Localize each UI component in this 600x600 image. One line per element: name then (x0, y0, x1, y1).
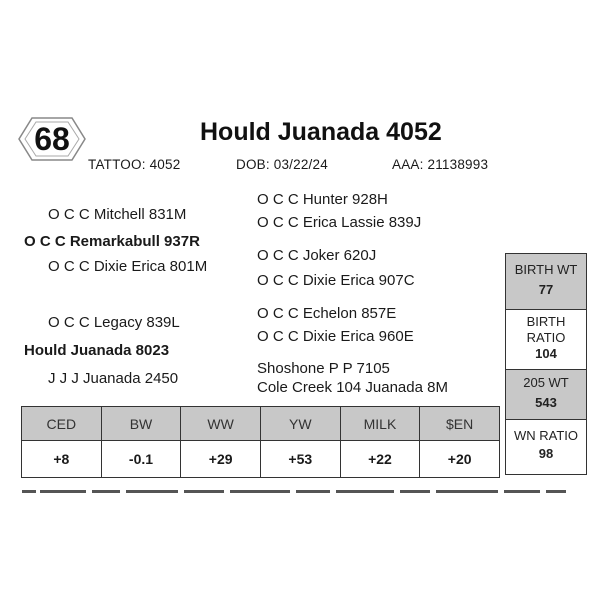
epd-header-en: $EN (420, 407, 500, 441)
weaning-ratio-label: WN RATIO (513, 428, 579, 443)
epd-header-ced: CED (22, 407, 102, 441)
epd-value-ww: +29 (181, 441, 261, 478)
lot-badge (18, 116, 86, 162)
weight-205-value: 543 (535, 395, 557, 410)
animal-title: Hould Juanada 4052 (200, 118, 442, 146)
tattoo: TATTOO: 4052 (88, 157, 181, 172)
birth-ratio-label-1: BIRTH (526, 314, 566, 329)
epd-value-bw: -0.1 (101, 441, 181, 478)
sire-sire-dam: O C C Erica Lassie 839J (257, 214, 422, 231)
sire-sire-sire: O C C Hunter 928H (257, 191, 388, 208)
sire-dam-dam: O C C Dixie Erica 907C (257, 272, 415, 289)
dob: DOB: 03/22/24 (236, 157, 328, 172)
birth-ratio-label-2: RATIO (526, 330, 566, 345)
epd-header-bw: BW (101, 407, 181, 441)
dam-sire-dam: O C C Dixie Erica 960E (257, 328, 414, 345)
lot-number: 68 (34, 120, 70, 157)
aaa-number: AAA: 21138993 (392, 157, 489, 172)
epd-value-en: +20 (420, 441, 500, 478)
birth-weight-label: BIRTH WT (514, 262, 578, 277)
epd-header-milk: MILK (340, 407, 420, 441)
epd-value-ced: +8 (22, 441, 102, 478)
epd-value-row (22, 441, 500, 478)
weight-205-label: 205 WT (523, 375, 569, 390)
birth-weight-cell (505, 253, 587, 310)
epd-header-ww: WW (181, 407, 261, 441)
birth-ratio-value: 104 (535, 346, 557, 361)
weight-205-cell (505, 370, 587, 420)
birth-weight-value: 77 (538, 282, 554, 297)
sire-dam: O C C Dixie Erica 801M (48, 258, 208, 275)
epd-header-yw: YW (260, 407, 340, 441)
dam-sire-sire: O C C Echelon 857E (257, 305, 397, 322)
sire-sire: O C C Mitchell 831M (48, 206, 187, 223)
epd-value-yw: +53 (260, 441, 340, 478)
weaning-ratio-value: 98 (538, 446, 554, 461)
sire-dam-sire: O C C Joker 620J (257, 247, 377, 264)
epd-value-milk: +22 (340, 441, 420, 478)
cutoff-text-line (22, 488, 582, 494)
dam-dam-dam: Cole Creek 104 Juanada 8M (257, 379, 448, 396)
dam-dam: J J J Juanada 2450 (48, 370, 179, 387)
epd-header-row (22, 407, 500, 441)
dam-dam-sire: Shoshone P P 7105 (257, 360, 390, 377)
performance-stats (505, 253, 587, 475)
birth-ratio-cell (505, 310, 587, 370)
dam: Hould Juanada 8023 (24, 342, 170, 359)
dam-sire: O C C Legacy 839L (48, 314, 180, 331)
sire: O C C Remarkabull 937R (24, 233, 200, 250)
weaning-ratio-cell (505, 420, 587, 475)
epd-table (21, 406, 500, 478)
